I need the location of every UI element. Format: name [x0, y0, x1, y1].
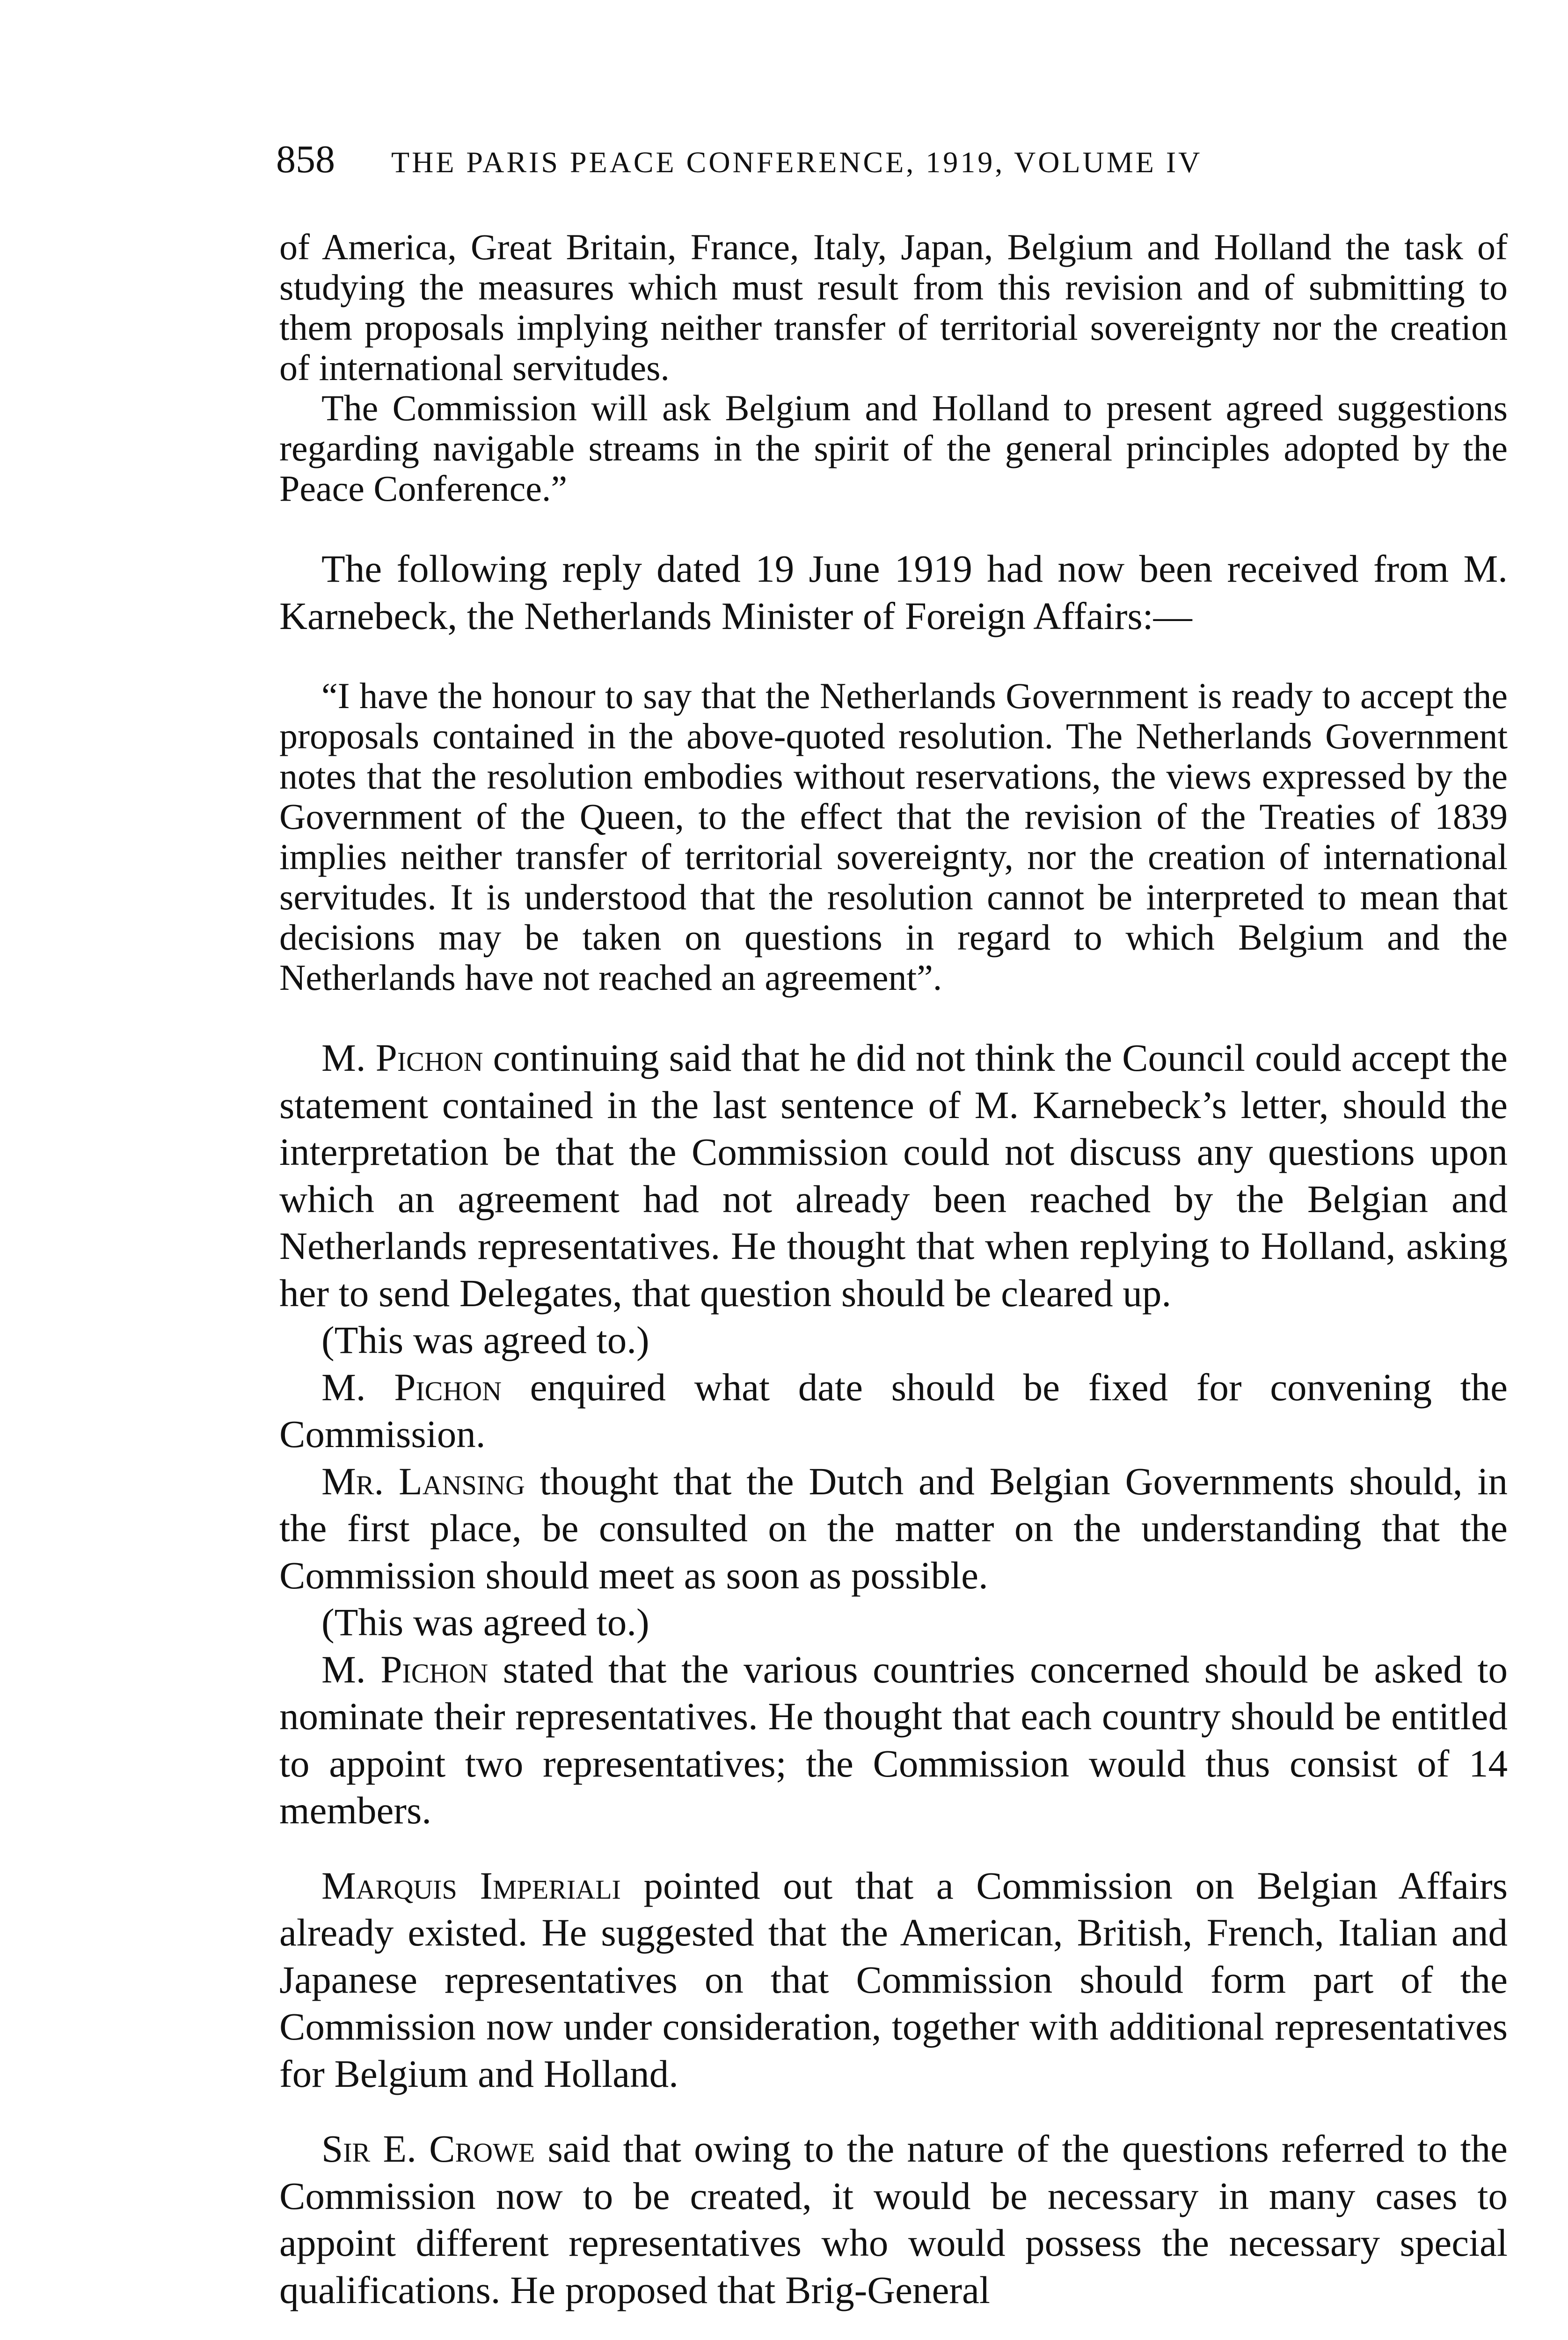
paragraph [279, 1034, 1508, 1316]
paragraph [279, 1646, 1508, 1834]
paragraph-text: stated that the various countries concerned should be asked to nominate their representatives. He thought that each country should be entitled to appoint two representatives; the Commission would thus consist of 14 members. [279, 1647, 1508, 1832]
paragraph-text: pointed out that a Commission on Belgian Affairs already existed. He suggested that the American, British, French, Italian and Japanese representatives on that Commission should form part of the Commission now under consideration, together with additional representatives for Belgium and Holland. [279, 1864, 1508, 2095]
paragraph-text: thought that the Dutch and Belgian Governments should, in the first place, be consulted on the matter on the understanding that the Commission should meet as soon as possible. [279, 1459, 1508, 1597]
quote-paragraph: The Commission will ask Belgium and Holland to present agreed suggestions regarding navigable streams in the spirit of the general principles adopted by the Peace Conference.” [279, 388, 1508, 509]
reply-paragraph: “I have the honour to say that the Netherlands Government is ready to accept the proposals contained in the above-quoted resolution. The Netherlands Government notes that the resolution embodies without reservations, the views expressed by the Government of the Queen, to the effect that the revision of the Treaties of 1839 implies neither transfer of territorial sovereignty, nor the creation of international servitudes. It is understood that the resolution cannot be interpreted to mean that decisions may be taken on questions in regard to which Belgium and the Netherlands have not reached an agreement”. [279, 675, 1508, 998]
page-header [276, 137, 1511, 182]
speaker-name: M. Pichon [321, 1647, 489, 1691]
paragraph [279, 1364, 1508, 1458]
speaker-name: M. Pichon [321, 1036, 483, 1079]
paragraph-text: enquired what date should be fixed for convening the Commission. [279, 1365, 1508, 1455]
paragraph-text: said that owing to the nature of the questions referred to the Commission now to be created, it would be necessary in many cases to appoint different representatives who would possess the necessary special qualifications. He proposed that Brig-General [279, 2127, 1508, 2311]
speaker-name: Marquis Imperiali [321, 1864, 621, 1907]
page-number: 858 [276, 138, 335, 181]
paragraph-text: (This was agreed to.) [321, 1601, 649, 1644]
running-head: THE PARIS PEACE CONFERENCE, 1919, VOLUME IV [391, 146, 1203, 179]
paragraph [279, 1316, 1508, 1364]
quote-paragraph: of America, Great Britain, France, Italy, Japan, Belgium and Holland the task of studying the measures which must result from this revision and of submitting to them proposals implying neither transfer of territorial sovereignty nor the creation of international servitudes. [279, 227, 1508, 388]
paragraph [279, 1862, 1508, 2098]
paragraph [279, 1599, 1508, 1646]
paragraph [279, 1458, 1508, 1599]
paragraph [279, 2125, 1508, 2313]
paragraph-text: (This was agreed to.) [321, 1318, 649, 1361]
speaker-name: M. Pichon [321, 1365, 502, 1409]
speaker-name: Sir E. Crowe [321, 2127, 535, 2170]
quoted-resolution [279, 227, 1508, 509]
paragraph-text: continuing said that he did not think the Council could accept the statement contained in the last sentence of M. Karnebeck’s letter, should the interpretation be that the Commission could not discuss any questions upon which an agreement had not already been reached by the Belgian and Netherlands representatives. He thought that when replying to Holland, asking her to send Delegates, that question should be cleared up. [279, 1036, 1508, 1315]
speaker-name: Mr. Lansing [321, 1459, 525, 1503]
intro-paragraph: The following reply dated 19 June 1919 had now been received from M. Karnebeck, the Netherlands Minister of Foreign Affairs:— [279, 547, 1508, 637]
netherlands-reply [279, 676, 1508, 998]
body-text [279, 227, 1508, 2313]
